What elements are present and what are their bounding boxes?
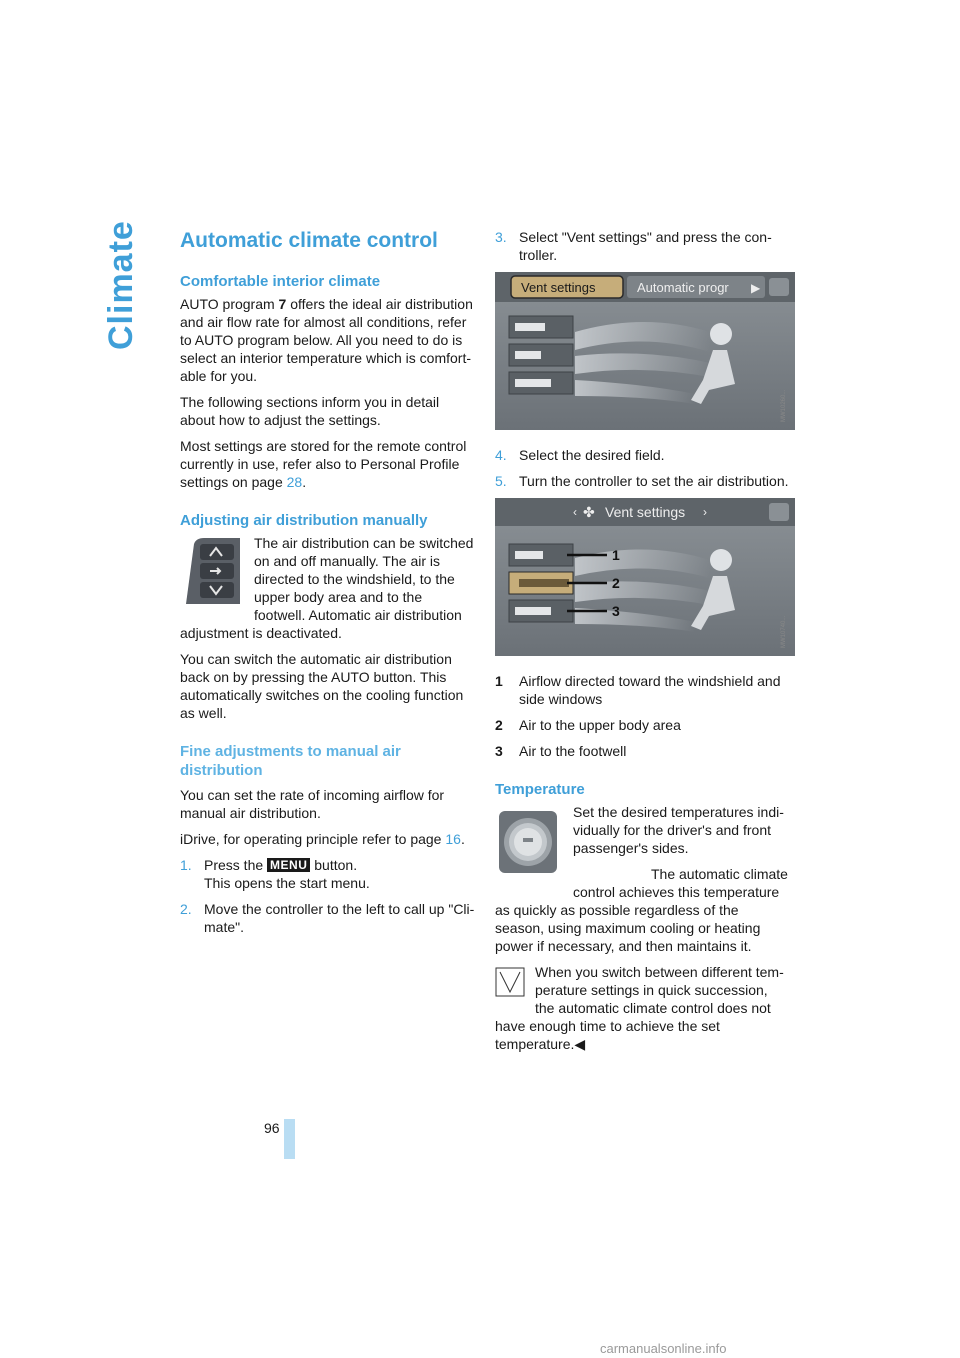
svg-text:Automatic progr: Automatic progr <box>637 280 729 295</box>
paragraph: The automatic climate control achieves this temperature as quickly as possible regardless of the season, using maximum cooling or heating power if necessary, and then maintains it. <box>495 866 788 954</box>
vent-settings-screen-image <box>495 272 790 434</box>
temperature-knob-image <box>495 807 561 881</box>
left-column <box>180 228 475 944</box>
svg-text:MW10260...: MW10260... <box>781 389 787 422</box>
paragraph: Most settings are stored for the remote control currently in use, refer also to Personal Profile settings on page 28. <box>180 438 467 490</box>
list-item: 3. Select "Vent settings" and press the controller. <box>495 229 772 263</box>
paragraph: You can switch the automatic air distribution back on by pressing the AUTO button. This automatically switches on the cooling function as well. <box>180 651 464 721</box>
paragraph: The following sections inform you in detail about how to adjust the settings. <box>180 394 440 428</box>
section-title: Automatic climate control <box>180 229 438 252</box>
paragraph: iDrive, for operating principle refer to page 16. <box>180 831 465 847</box>
svg-text:▶: ▶ <box>751 281 761 295</box>
paragraph: The air distribution can be switched on and off manually. The air is directed to the windshield, to the upper body area and to the footwell. Automatic air distribution adjustment is deactivated. <box>180 535 474 641</box>
legend-item: 1 Airflow directed toward the windshield and side windows <box>495 673 781 707</box>
paragraph: You can set the rate of incoming airflow for manual air distribution. <box>180 787 445 821</box>
note-icon <box>495 967 525 1001</box>
subsection-title: Fine adjustments to manual air distribution <box>180 743 401 779</box>
list-item: 2. Move the controller to the left to call up "Climate". <box>180 901 475 935</box>
page-link[interactable]: 16 <box>445 831 461 847</box>
watermark: carmanualsonline.info <box>600 1341 727 1356</box>
subsection-title: Comfortable interior climate <box>180 273 381 290</box>
svg-text:Vent settings: Vent settings <box>605 504 686 520</box>
fan-icon: ✤ <box>583 505 595 521</box>
air-distribution-buttons-image <box>180 536 246 610</box>
note-paragraph: When you switch between different temperature settings in quick succession, the automatic climate control does not have enough time to achieve the set temperature.◀ <box>495 964 784 1052</box>
subsection-title: Adjusting air distribution manually <box>180 512 428 529</box>
vent-settings-callout-screen-image <box>495 498 790 660</box>
svg-text:MW10740...: MW10740... <box>781 615 787 648</box>
page-link[interactable]: 28 <box>286 474 303 490</box>
callout-label: 2 <box>612 575 620 591</box>
right-column <box>495 228 790 1061</box>
page-number-bar <box>284 1119 295 1159</box>
paragraph: Set the desired temperatures individually for the driver's and front passenger's sides. <box>573 804 784 856</box>
page-number: 96 <box>264 1120 280 1136</box>
list-item: 4. Select the desired field. <box>495 447 665 463</box>
legend-item: 2 Air to the upper body area <box>495 717 681 733</box>
callout-label: 1 <box>612 547 620 563</box>
list-item: 1. Press the MENU button. This opens the start menu. <box>180 857 370 891</box>
sidebar-chapter-title: Climate <box>102 220 140 350</box>
list-item: 5. Turn the controller to set the air distribution. <box>495 473 789 489</box>
svg-text:Vent settings: Vent settings <box>521 280 596 295</box>
callout-label: 3 <box>612 603 620 619</box>
end-marker-icon: ◀ <box>574 1036 586 1052</box>
svg-text:›: › <box>703 505 707 519</box>
paragraph: AUTO program 7 offers the ideal air distribution and air flow rate for almost all conditions, refer to AUTO program below. All you need to do is select an interior temperature which is comfortable for you. <box>180 296 473 384</box>
svg-text:‹: ‹ <box>573 505 577 519</box>
legend-item: 3 Air to the footwell <box>495 743 627 759</box>
subsection-title: Temperature <box>495 781 585 798</box>
menu-key-icon: MENU <box>267 858 310 872</box>
